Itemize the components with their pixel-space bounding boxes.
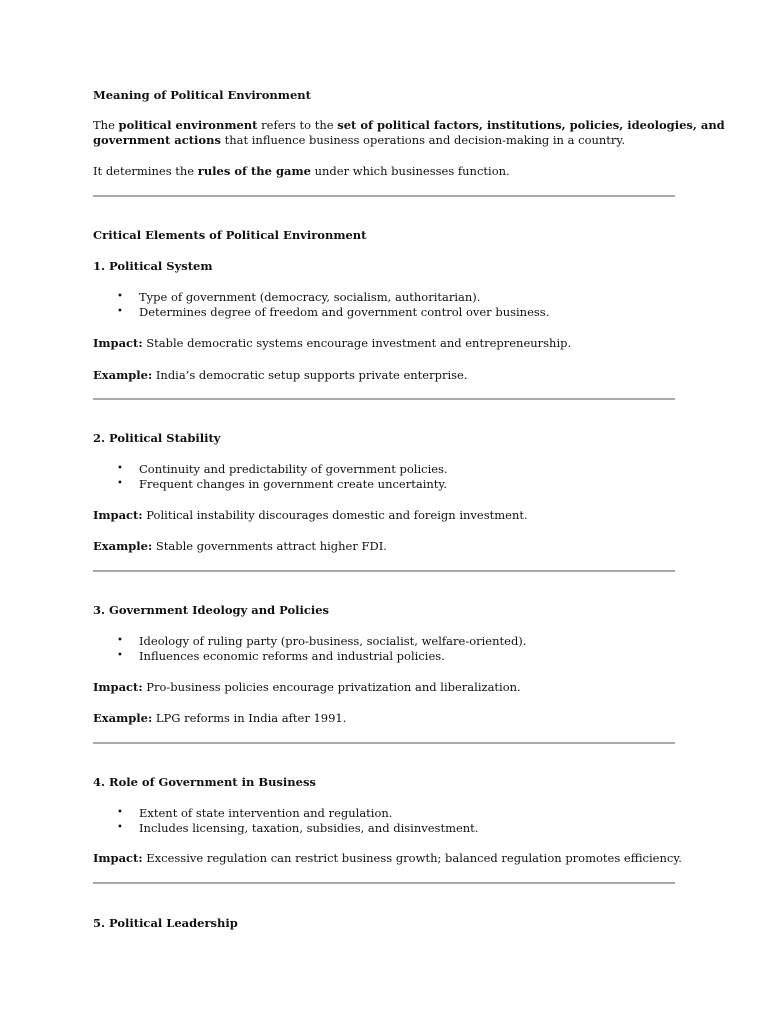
- bullet-icon: •: [117, 305, 123, 317]
- list-item: • Ideology of ruling party (pro-business, socialist, welfare-oriented).: [117, 634, 527, 648]
- bullet-list-political-system: [93, 290, 549, 319]
- bullet-icon: •: [117, 477, 123, 489]
- bullet-icon: •: [117, 807, 123, 818]
- bullet-icon: •: [117, 821, 123, 833]
- impact-line: Impact: Political instability discourages domestic and foreign investment.: [93, 508, 528, 522]
- bullet-icon: •: [117, 649, 123, 661]
- bullet-icon: •: [117, 463, 123, 474]
- horizontal-rule: [93, 570, 675, 572]
- example-line: Example: India’s democratic setup supports private enterprise.: [93, 368, 468, 382]
- page-title: Meaning of Political Environment: [93, 88, 311, 102]
- list-item: • Determines degree of freedom and government control over business.: [117, 304, 550, 319]
- bullet-list-government-ideology: [93, 634, 526, 663]
- intro-rules-paragraph: It determines the rules of the game under which businesses function.: [93, 164, 510, 178]
- list-item: • Continuity and predictability of government policies.: [117, 462, 448, 476]
- horizontal-rule: [93, 398, 675, 400]
- horizontal-rule: [93, 882, 675, 884]
- section-heading-role-of-government: 4. Role of Government in Business: [93, 775, 316, 789]
- list-item: • Extent of state intervention and regulation.: [117, 806, 393, 820]
- section-heading-political-leadership: 5. Political Leadership: [93, 916, 238, 930]
- horizontal-rule: [93, 195, 675, 197]
- list-item: • Includes licensing, taxation, subsidies, and disinvestment.: [117, 820, 479, 835]
- impact-line: Impact: Pro-business policies encourage privatization and liberalization.: [93, 680, 521, 694]
- section-heading-critical-elements: Critical Elements of Political Environment: [93, 228, 367, 242]
- bullet-icon: •: [117, 635, 123, 646]
- horizontal-rule: [93, 742, 675, 744]
- bullet-icon: •: [117, 291, 123, 302]
- example-line: Example: LPG reforms in India after 1991.: [93, 711, 347, 725]
- section-heading-political-stability: 2. Political Stability: [93, 431, 221, 445]
- example-line: Example: Stable governments attract higher FDI.: [93, 539, 387, 553]
- list-item: • Influences economic reforms and industrial policies.: [117, 648, 445, 663]
- impact-line: Impact: Stable democratic systems encourage investment and entrepreneurship.: [93, 336, 572, 350]
- bullet-list-role-of-government: [93, 806, 478, 835]
- list-item: • Type of government (democracy, socialism, authoritarian).: [117, 290, 481, 304]
- list-item: • Frequent changes in government create uncertainty.: [117, 476, 448, 491]
- impact-line: Impact: Excessive regulation can restrict business growth; balanced regulation promotes efficiency.: [93, 851, 682, 865]
- section-heading-government-ideology: 3. Government Ideology and Policies: [93, 603, 330, 617]
- bullet-list-political-stability: [93, 462, 448, 491]
- intro-paragraph: The political environment refers to the set of political factors, institutions, policies, ideologies, and government actions that influence business operations and decision-making in a country.: [93, 118, 725, 147]
- section-heading-political-system: 1. Political System: [93, 259, 213, 273]
